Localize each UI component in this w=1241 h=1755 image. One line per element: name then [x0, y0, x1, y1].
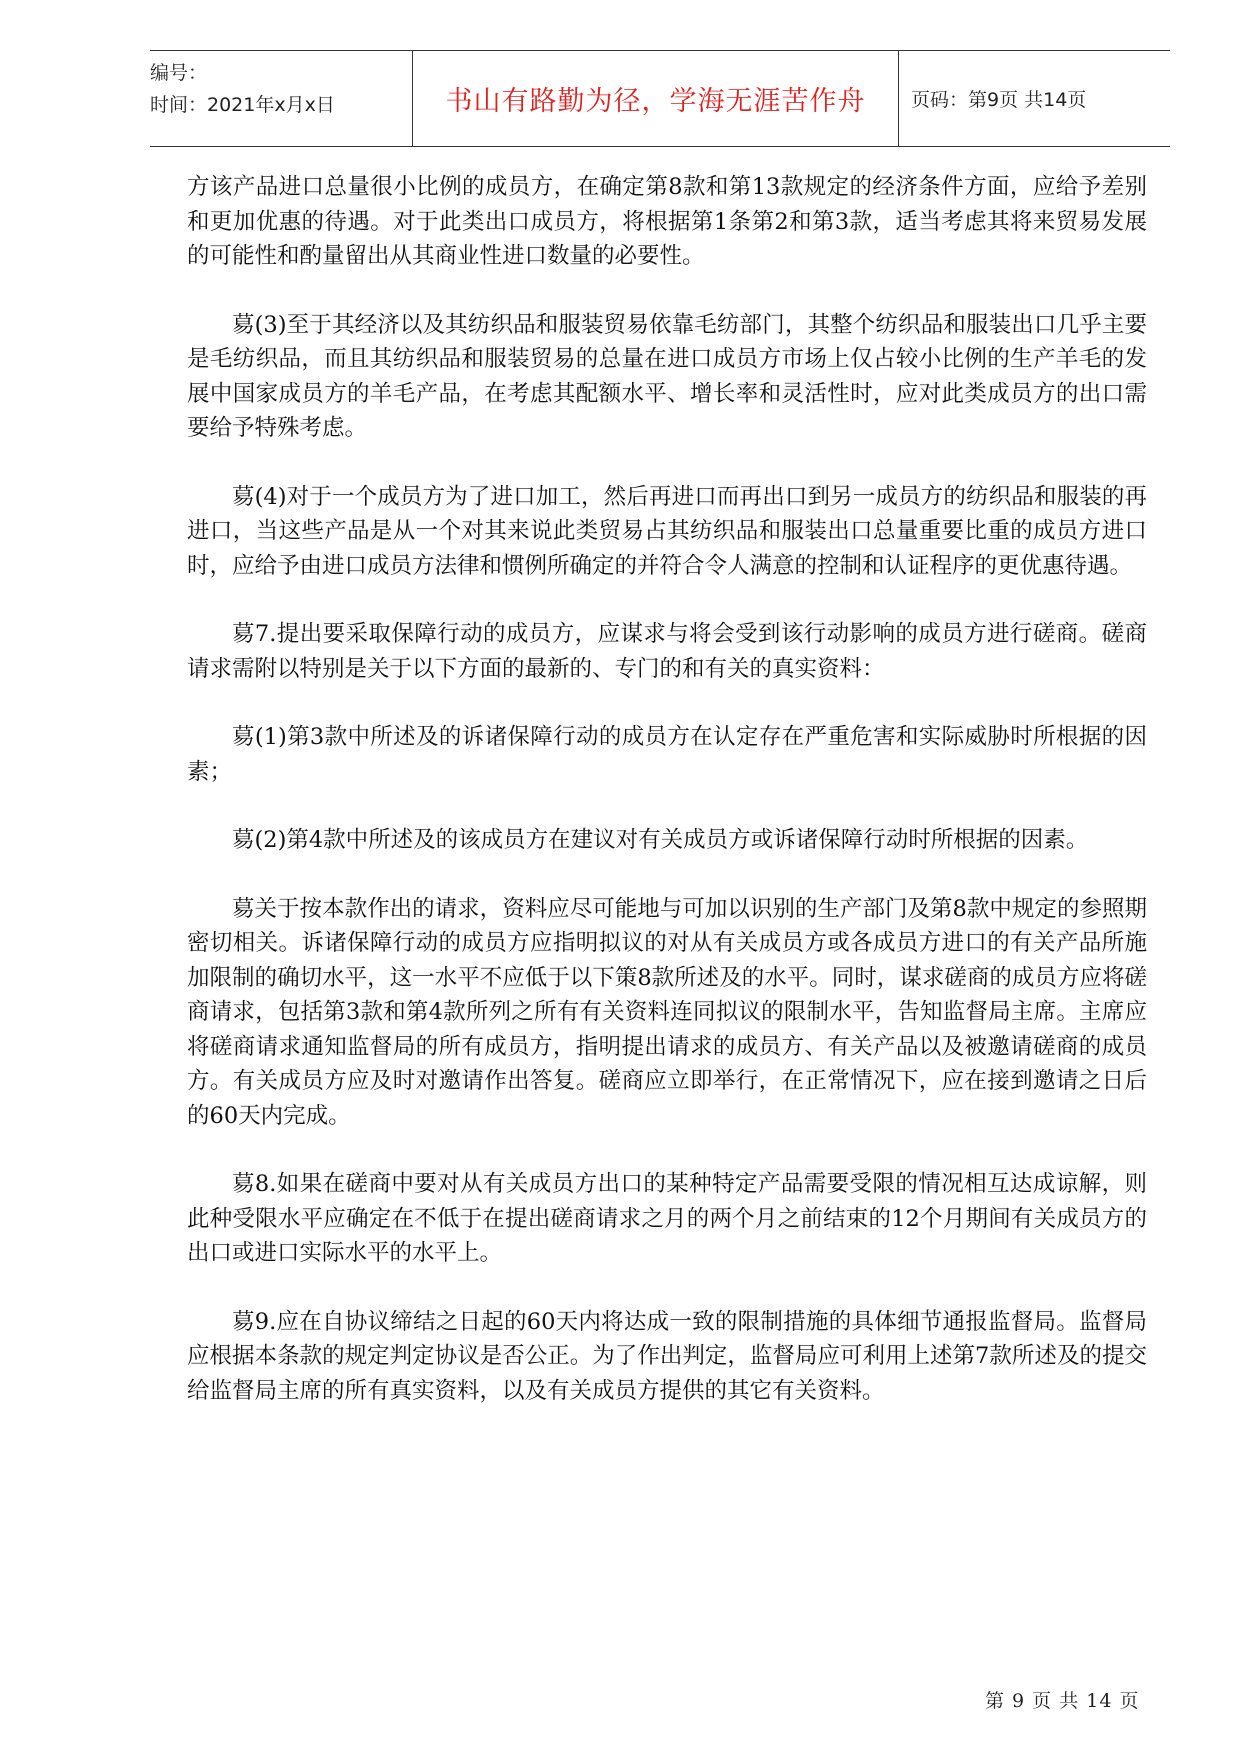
paragraph: 䓪关于按本款作出的请求，资料应尽可能地与可加以识别的生产部门及第8款中规定的参照期密切相关。诉诸保障行动的成员方应指明拟议的对从有关成员方或各成员方进口的有关产品所施加限制的确切水平，这一水平不应低于以下策8款所述及的水平。同时，谋求磋商的成员方应将磋商请求，包括第3款和第4款所列之所有有关资料连同拟议的限制水平，告知监督局主席。主席应将磋商请求通知监督局的所有成员方，指明提出请求的成员方、有关产品以及被邀请磋商的成员方。有关成员方应及时对邀请作出答复。磋商应立即举行，在正常情况下，应在接到邀请之日后的60天内完成。: [187, 895, 1147, 1129]
document-time-label: 时间：2021年x月x日: [150, 94, 335, 116]
paragraph: 䓪(4)对于一个成员方为了进口加工，然后再进口而再出口到另一成员方的纺织品和服装的再进口，当这些产品是从一个对其来说此类贸易占其纺织品和服装出口总量重要比重的成员方进口时，应给予由进口成员方法律和惯例所确定的并符合令人满意的控制和认证程序的更优惠待遇。: [187, 483, 1147, 579]
page-header: [150, 50, 1170, 147]
paragraph: 䓪9.应在自协议缔结之日起的60天内将达成一致的限制措施的具体细节通报监督局。监督局应根据本条款的规定判定协议是否公正。为了作出判定，监督局应可利用上述第7款所述及的提交给监督局主席的所有真实资料，以及有关成员方提供的其它有关资料。: [187, 1308, 1147, 1404]
paragraph: 䓪8.如果在磋商中要对从有关成员方出口的某种特定产品需要受限的情况相互达成谅解，则此种受限水平应确定在不低于在提出磋商请求之月的两个月之前结束的12个月期间有关成员方的出口或进口实际水平的水平上。: [187, 1171, 1147, 1266]
page-footer: 第 9 页 共 14 页: [985, 1690, 1140, 1712]
document-body: [187, 170, 1147, 1442]
paragraph: 䓪(3)至于其经济以及其纺织品和服装贸易依靠毛纺部门，其整个纺织品和服装出口几乎主要是毛纺织品，而且其纺织品和服装贸易的总量在进口成员方市场上仅占较小比例的生产羊毛的发展中国家成员方的羊毛产品，在考虑其配额水平、增长率和灵活性时，应对此类成员方的出口需要给予特殊考虑。: [187, 311, 1147, 441]
paragraph: 方该产品进口总量很小比例的成员方，在确定第8款和第13款规定的经济条件方面，应给予差别和更加优惠的待遇。对于此类出口成员方，将根据第1条第2和第3款，适当考虑其将来贸易发展的可能性和酌量留出从其商业性进口数量的必要性。: [187, 174, 1147, 269]
paragraph: 䓪(1)第3款中所述及的诉诸保障行动的成员方在认定存在严重危害和实际威胁时所根据的因素；: [187, 724, 1147, 785]
paragraph: 䓪7.提出要采取保障行动的成员方，应谋求与将会受到该行动影响的成员方进行磋商。磋商请求需附以特别是关于以下方面的最新的、专门的和有关的真实资料：: [187, 621, 1147, 682]
paragraph: 䓪(2)第4款中所述及的该成员方在建议对有关成员方或诉诸保障行动时所根据的因素。: [232, 827, 1089, 853]
header-motto: 书山有路勤为径，学海无涯苦作舟: [412, 51, 899, 146]
document-number-label: 编号：: [150, 62, 208, 84]
header-page-label: 页码：第9页 共14页: [911, 89, 1087, 111]
header-meta: [150, 51, 412, 146]
